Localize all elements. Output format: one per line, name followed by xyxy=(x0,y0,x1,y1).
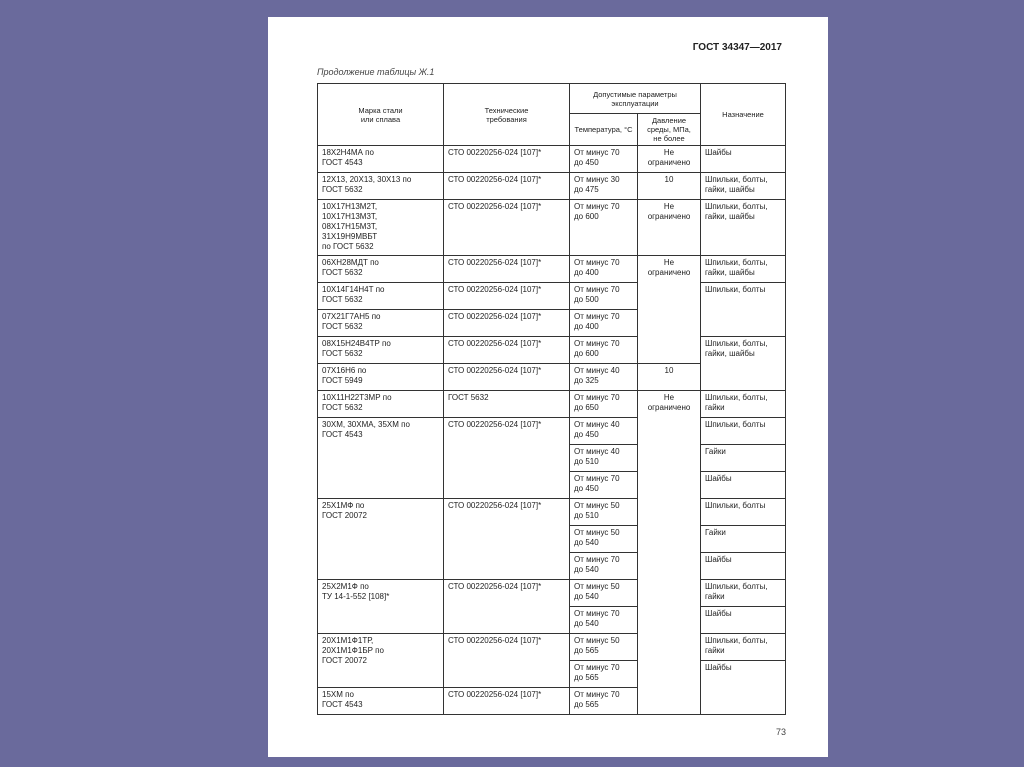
tech-cell: СТО 00220256-024 [107]* xyxy=(444,418,570,499)
tech-cell: СТО 00220256-024 [107]* xyxy=(444,310,570,337)
grade-cell: 08Х15Н24В4ТР по ГОСТ 5632 xyxy=(318,337,444,364)
purpose-cell: Гайки xyxy=(701,526,786,553)
temp-cell: От минус 40 до 450 xyxy=(570,418,638,445)
grade-cell: 25Х1МФ по ГОСТ 20072 xyxy=(318,499,444,580)
document-code: ГОСТ 34347—2017 xyxy=(692,42,782,53)
purpose-cell: Шпильки, болты xyxy=(701,418,786,445)
tech-cell: СТО 00220256-024 [107]* xyxy=(444,173,570,200)
temp-cell: От минус 50 до 565 xyxy=(570,634,638,661)
pressure-cell: Не ограничено xyxy=(638,256,701,364)
purpose-cell: Шпильки, болты xyxy=(701,499,786,526)
purpose-cell: Гайки xyxy=(701,445,786,472)
page-number: 73 xyxy=(775,727,786,737)
purpose-cell: Шпильки, болты, гайки xyxy=(701,580,786,607)
header-purpose: Назначение xyxy=(701,84,786,146)
grade-cell: 25Х2М1Ф по ТУ 14-1-552 [108]* xyxy=(318,580,444,634)
grade-cell: 18Х2Н4МА по ГОСТ 4543 xyxy=(318,146,444,173)
temp-cell: От минус 70 до 450 xyxy=(570,146,638,173)
tech-cell: СТО 00220256-024 [107]* xyxy=(444,146,570,173)
purpose-cell: Шайбы xyxy=(701,472,786,499)
temp-cell: От минус 70 до 500 xyxy=(570,283,638,310)
temp-cell: От минус 70 до 650 xyxy=(570,391,638,418)
grade-cell: 06ХН28МДТ по ГОСТ 5632 xyxy=(318,256,444,283)
pressure-cell: 10 xyxy=(638,173,701,200)
header-params: Допустимые параметры эксплуатации xyxy=(570,84,701,114)
temp-cell: От минус 50 до 540 xyxy=(570,526,638,553)
temp-cell: От минус 70 до 540 xyxy=(570,553,638,580)
header-pressure: Давление среды, МПа, не более xyxy=(638,114,701,146)
temp-cell: От минус 70 до 450 xyxy=(570,472,638,499)
temp-cell: От минус 70 до 600 xyxy=(570,337,638,364)
temp-cell: От минус 40 до 325 xyxy=(570,364,638,391)
grade-cell: 20Х1М1Ф1ТР, 20Х1М1Ф1БР по ГОСТ 20072 xyxy=(318,634,444,688)
purpose-cell: Шпильки, болты, гайки xyxy=(701,391,786,418)
temp-cell: От минус 70 до 540 xyxy=(570,607,638,634)
pressure-cell: Не ограничено xyxy=(638,200,701,256)
pressure-cell: Не ограничено xyxy=(638,146,701,173)
grade-cell: 07Х16Н6 по ГОСТ 5949 xyxy=(318,364,444,391)
grade-cell: 30ХМ, 30ХМА, 35ХМ по ГОСТ 4543 xyxy=(318,418,444,499)
steel-grades-table xyxy=(317,83,786,715)
tech-cell: СТО 00220256-024 [107]* xyxy=(444,688,570,715)
purpose-cell: Шпильки, болты, гайки, шайбы xyxy=(701,256,786,283)
temp-cell: От минус 70 до 565 xyxy=(570,688,638,715)
grade-cell: 10Х11Н22Т3МР по ГОСТ 5632 xyxy=(318,391,444,418)
tech-cell: ГОСТ 5632 xyxy=(444,391,570,418)
tech-cell: СТО 00220256-024 [107]* xyxy=(444,200,570,256)
tech-cell: СТО 00220256-024 [107]* xyxy=(444,256,570,283)
tech-cell: СТО 00220256-024 [107]* xyxy=(444,283,570,310)
grade-cell: 10Х14Г14Н4Т по ГОСТ 5632 xyxy=(318,283,444,310)
pressure-cell: 10 xyxy=(638,364,701,391)
grade-cell: 07Х21Г7АН5 по ГОСТ 5632 xyxy=(318,310,444,337)
temp-cell: От минус 70 до 400 xyxy=(570,310,638,337)
document-page xyxy=(268,17,828,757)
tech-cell: СТО 00220256-024 [107]* xyxy=(444,634,570,688)
tech-cell: СТО 00220256-024 [107]* xyxy=(444,337,570,364)
temp-cell: От минус 50 до 540 xyxy=(570,580,638,607)
purpose-cell: Шайбы xyxy=(701,661,786,715)
grade-cell: 15ХМ по ГОСТ 4543 xyxy=(318,688,444,715)
temp-cell: От минус 30 до 475 xyxy=(570,173,638,200)
temp-cell: От минус 70 до 600 xyxy=(570,200,638,256)
temp-cell: От минус 70 до 400 xyxy=(570,256,638,283)
grade-cell: 10Х17Н13М2Т, 10Х17Н13М3Т, 08Х17Н15М3Т, 31Х19Н9МВБТ по ГОСТ 5632 xyxy=(318,200,444,256)
purpose-cell: Шпильки, болты, гайки, шайбы xyxy=(701,173,786,200)
purpose-cell: Шайбы xyxy=(701,553,786,580)
purpose-cell: Шпильки, болты, гайки, шайбы xyxy=(701,200,786,256)
purpose-cell: Шпильки, болты xyxy=(701,283,786,337)
temp-cell: От минус 40 до 510 xyxy=(570,445,638,472)
purpose-cell: Шпильки, болты, гайки, шайбы xyxy=(701,337,786,391)
tech-cell: СТО 00220256-024 [107]* xyxy=(444,499,570,580)
tech-cell: СТО 00220256-024 [107]* xyxy=(444,580,570,634)
table-caption: Продолжение таблицы Ж.1 xyxy=(317,67,435,77)
tech-cell: СТО 00220256-024 [107]* xyxy=(444,364,570,391)
temp-cell: От минус 50 до 510 xyxy=(570,499,638,526)
header-tech: Технические требования xyxy=(444,84,570,146)
purpose-cell: Шайбы xyxy=(701,146,786,173)
temp-cell: От минус 70 до 565 xyxy=(570,661,638,688)
grade-cell: 12Х13, 20Х13, 30Х13 по ГОСТ 5632 xyxy=(318,173,444,200)
purpose-cell: Шайбы xyxy=(701,607,786,634)
header-temp: Температура, °С xyxy=(570,114,638,146)
header-grade: Марка стали или сплава xyxy=(318,84,444,146)
purpose-cell: Шпильки, болты, гайки xyxy=(701,634,786,661)
pressure-cell: Не ограничено xyxy=(638,391,701,715)
